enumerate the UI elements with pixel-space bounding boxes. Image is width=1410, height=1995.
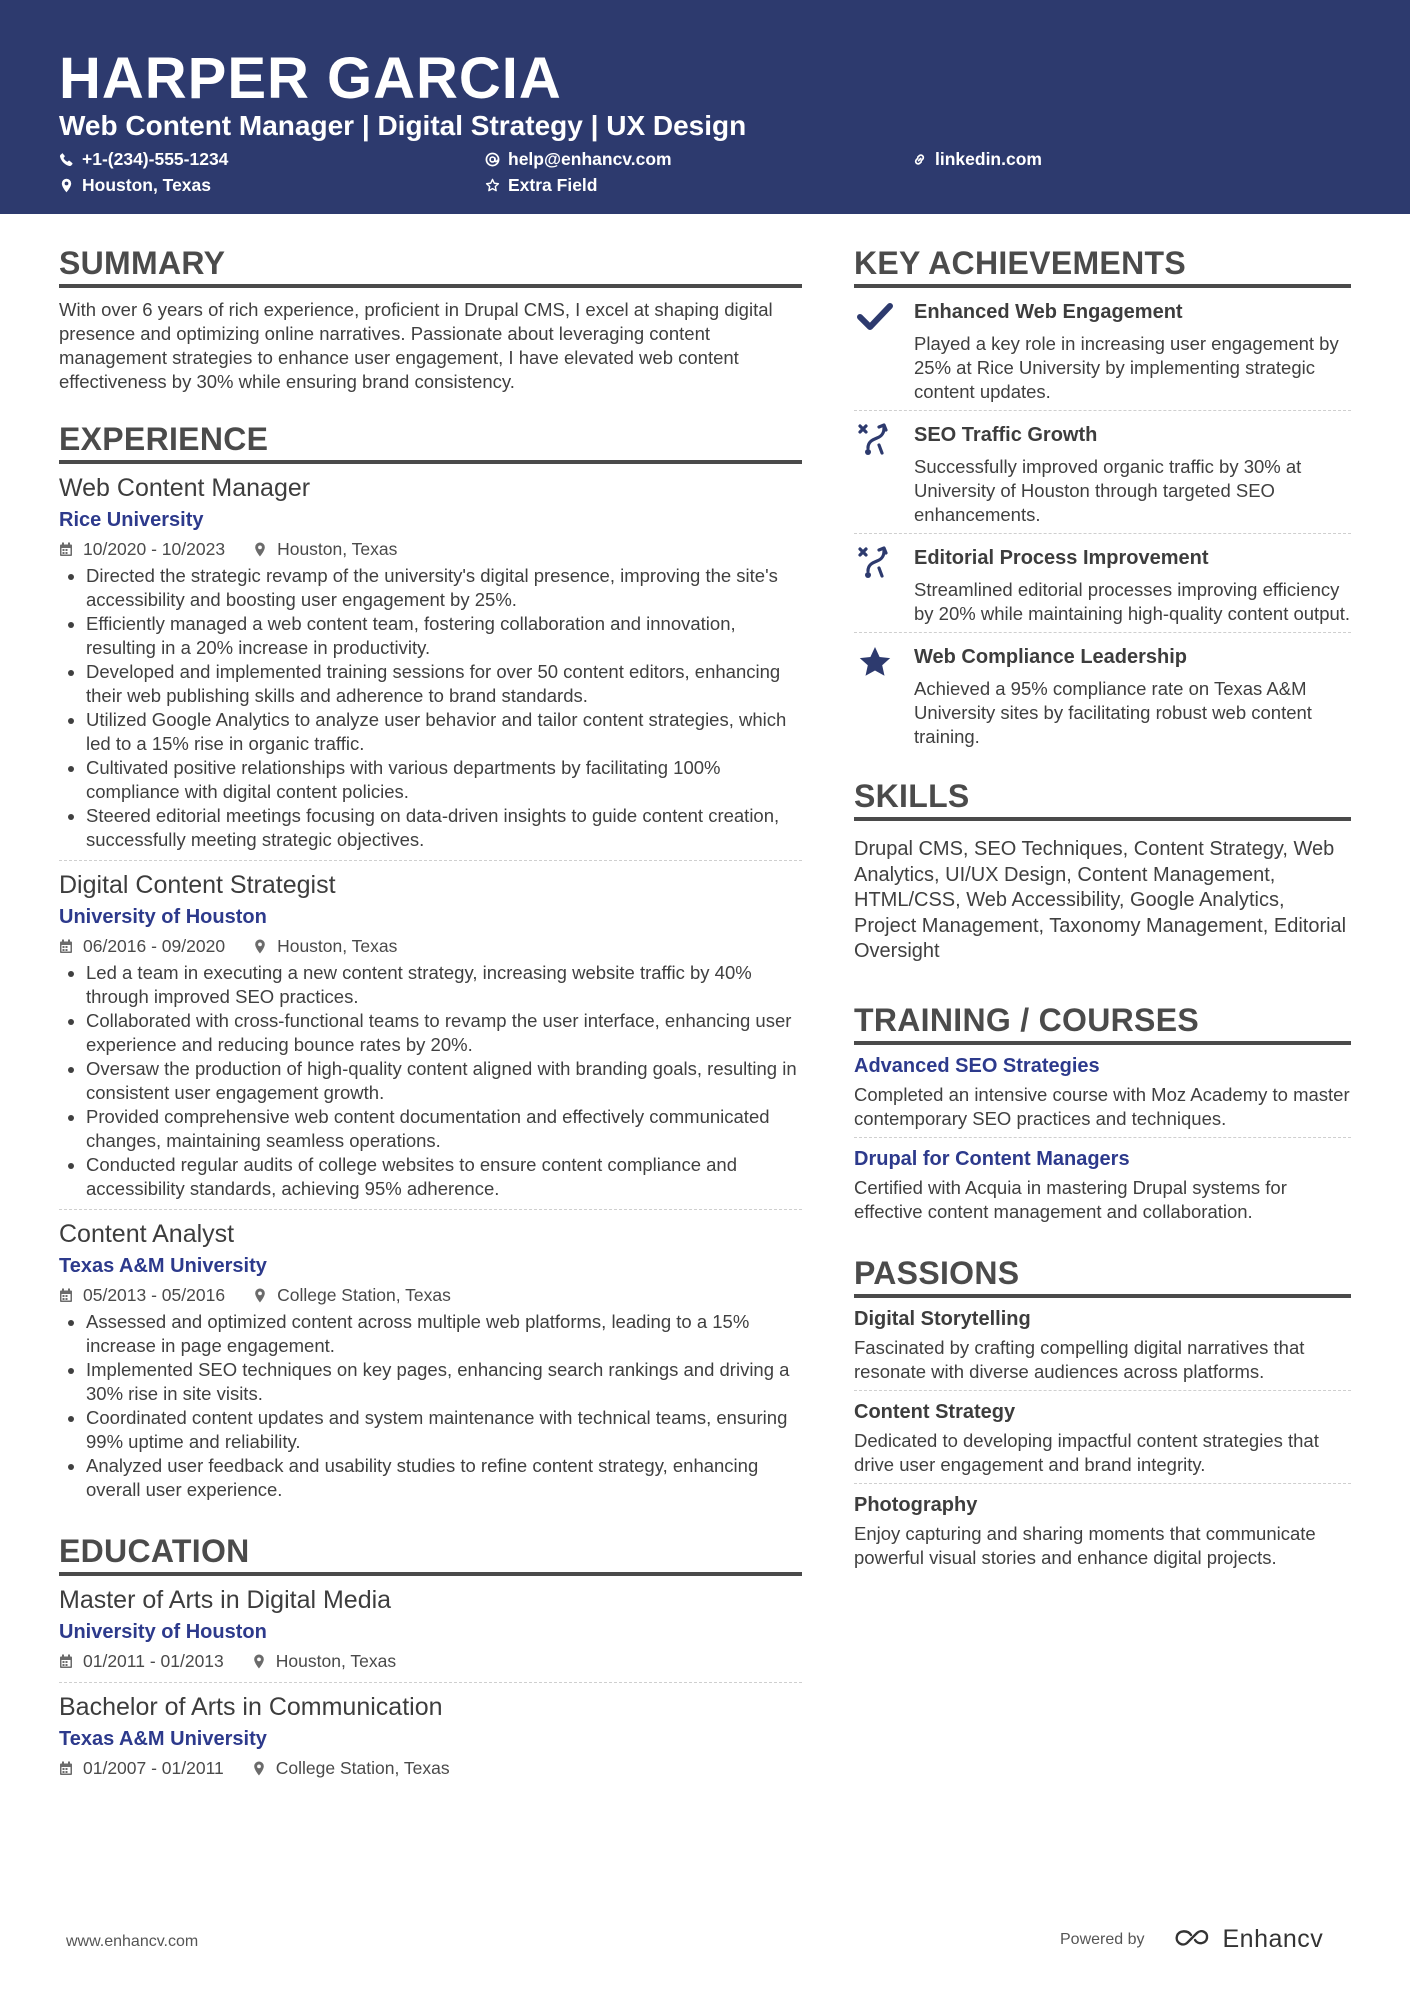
resume-header <box>0 0 1410 214</box>
degree-title: Master of Arts in Digital Media <box>59 1586 392 1614</box>
achievement-icon-wrap <box>854 298 914 404</box>
phone-icon <box>59 152 74 167</box>
achievement-icon-wrap <box>854 544 914 626</box>
achievement-icon-wrap <box>854 643 914 749</box>
contact-email[interactable] <box>485 148 672 170</box>
date-range: 06/2016 - 09/2020 <box>83 936 226 956</box>
experience-list <box>59 472 802 1510</box>
linkedin-text: linkedin.com <box>935 149 1042 169</box>
bullet-item: • Steered editorial meetings focusing on data-driven insights to guide content creation, successfully meeting strategic objectives. <box>86 804 802 852</box>
strategy-icon <box>857 423 893 457</box>
course-description: Completed an intensive course with Moz Academy to master contemporary SEO practices and techniques. <box>854 1083 1350 1129</box>
skills-heading: SKILLS <box>854 777 1351 821</box>
bullet-item: • Utilized Google Analytics to analyze user behavior and tailor content strategies, which led to a 15% rise in organic traffic. <box>86 708 802 756</box>
calendar-icon <box>59 1761 73 1776</box>
bullet-item: • Assessed and optimized content across multiple web platforms, leading to a 15% increase in page engagement. <box>86 1310 802 1358</box>
education-entry <box>59 1691 802 1789</box>
achievement-title: Editorial Process Improvement <box>914 547 1209 569</box>
course-entry <box>854 1045 1351 1138</box>
achievement-bullets <box>59 564 802 852</box>
education-heading: EDUCATION <box>59 1532 802 1576</box>
company-name[interactable]: Texas A&M University <box>59 1255 267 1277</box>
at-icon <box>485 152 500 167</box>
company-name[interactable]: University of Houston <box>59 906 267 928</box>
course-title[interactable]: Advanced SEO Strategies <box>854 1054 1100 1077</box>
link-icon <box>912 152 927 167</box>
degree-title: Bachelor of Arts in Communication <box>59 1693 443 1721</box>
achievement-item <box>854 534 1351 633</box>
footer-website[interactable]: www.enhancv.com <box>66 1933 199 1950</box>
passion-entry <box>854 1298 1351 1391</box>
date-location-row <box>59 1648 802 1674</box>
experience-heading: EXPERIENCE <box>59 420 802 464</box>
achievement-bullets <box>59 961 802 1201</box>
extra-text: Extra Field <box>508 175 598 195</box>
achievement-description: Played a key role in increasing user engagement by 25% at Rice University by implementing strategic content updates. <box>914 333 1339 402</box>
bullet-item: • Oversaw the production of high-quality content aligned with branding goals, resulting in consistent user engagement growth. <box>86 1057 802 1105</box>
location-pin-icon <box>252 1654 266 1669</box>
bullet-item: • Conducted regular audits of college websites to ensure content compliance and accessibility standards, achieving 95% adherence. <box>86 1153 802 1201</box>
star-icon <box>857 645 893 679</box>
candidate-title: Web Content Manager | Digital Strategy | UX Design <box>59 110 747 141</box>
achievements-heading: KEY ACHIEVEMENTS <box>854 244 1351 288</box>
passion-description: Dedicated to developing impactful content strategies that drive user engagement and brand integrity. <box>854 1429 1319 1475</box>
date-location-row <box>59 536 802 562</box>
passion-title: Digital Storytelling <box>854 1307 1031 1330</box>
job-location: Houston, Texas <box>277 936 398 956</box>
left-column <box>59 244 802 1795</box>
summary-heading: SUMMARY <box>59 244 802 288</box>
job-title: Digital Content Strategist <box>59 871 336 899</box>
achievement-title: Enhanced Web Engagement <box>914 301 1183 323</box>
achievement-body <box>914 298 1351 404</box>
enhancv-logo-icon <box>1171 1928 1217 1952</box>
training-heading: TRAINING / COURSES <box>854 1001 1351 1045</box>
brand-logo[interactable] <box>1171 1925 1324 1954</box>
date-range: 05/2013 - 05/2016 <box>83 1285 226 1305</box>
footer-branding <box>1060 1925 1323 1954</box>
achievement-item <box>854 288 1351 411</box>
achievement-body <box>914 421 1351 527</box>
achievement-body <box>914 643 1351 749</box>
location-pin-icon <box>252 1761 266 1776</box>
date-location-row <box>59 933 802 959</box>
bullet-item: • Led a team in executing a new content strategy, increasing website traffic by 40% through improved SEO practices. <box>86 961 802 1009</box>
brand-name: Enhancv <box>1222 1925 1324 1953</box>
bullet-item: • Collaborated with cross-functional teams to revamp the user interface, enhancing user experience and reducing bounce rates by 20%. <box>86 1009 802 1057</box>
calendar-icon <box>59 542 73 557</box>
education-list <box>59 1584 802 1789</box>
summary-text: With over 6 years of rich experience, proficient in Drupal CMS, I excel at shaping digital presence and optimizing online narratives. Passionate about leveraging content management strategies to enhance user engagement, I have elevated web content effectiveness by 30% while ensuring brand consistency. <box>59 299 773 392</box>
calendar-icon <box>59 1288 73 1303</box>
achievement-icon-wrap <box>854 421 914 527</box>
check-icon <box>857 300 893 334</box>
passion-entry <box>854 1484 1351 1576</box>
passion-entry <box>854 1391 1351 1484</box>
passion-description: Enjoy capturing and sharing moments that communicate powerful visual stories and enhance digital projects. <box>854 1522 1316 1568</box>
job-title: Content Analyst <box>59 1220 235 1248</box>
experience-entry <box>59 1218 802 1510</box>
location-text: Houston, Texas <box>82 175 212 195</box>
calendar-icon <box>59 939 73 954</box>
achievement-description: Streamlined editorial processes improving efficiency by 20% while maintaining high-quality content output. <box>914 579 1351 624</box>
contact-location <box>59 174 211 196</box>
course-title[interactable]: Drupal for Content Managers <box>854 1147 1130 1170</box>
education-entry <box>59 1584 802 1683</box>
bullet-item: • Implemented SEO techniques on key pages, enhancing search rankings and driving a 30% rise in site visits. <box>86 1358 802 1406</box>
passions-list <box>854 1298 1351 1576</box>
company-name[interactable]: Rice University <box>59 509 204 531</box>
date-location-row <box>59 1755 802 1781</box>
passion-description: Fascinated by crafting compelling digital narratives that resonate with diverse audiences across platforms. <box>854 1336 1305 1382</box>
bullet-item: • Analyzed user feedback and usability studies to refine content strategy, enhancing overall user experience. <box>86 1454 802 1502</box>
achievement-body <box>914 544 1351 626</box>
school-name[interactable]: Texas A&M University <box>59 1728 267 1750</box>
location-pin-icon <box>253 542 267 557</box>
school-name[interactable]: University of Houston <box>59 1621 267 1643</box>
passion-title: Content Strategy <box>854 1400 1016 1423</box>
skills-text: Drupal CMS, SEO Techniques, Content Strategy, Web Analytics, UI/UX Design, Content Management, HTML/CSS, Web Accessibility, Google Analytics, Project Management, Taxonomy Management, Editorial Oversight <box>854 838 1347 962</box>
date-range: 01/2007 - 01/2011 <box>83 1758 224 1778</box>
contact-phone[interactable] <box>59 148 228 170</box>
bullet-item: • Efficiently managed a web content team, fostering collaboration and innovation, resulting in a 20% increase in productivity. <box>86 612 802 660</box>
date-location-row <box>59 1282 802 1308</box>
location-pin-icon <box>59 178 74 193</box>
experience-entry <box>59 869 802 1210</box>
job-title: Web Content Manager <box>59 474 311 502</box>
achievement-bullets <box>59 1310 802 1502</box>
right-column <box>854 244 1351 1576</box>
location-pin-icon <box>253 939 267 954</box>
bullet-item: • Provided comprehensive web content documentation and effectively communicated changes, maintaining seamless operations. <box>86 1105 802 1153</box>
achievement-title: SEO Traffic Growth <box>914 424 1098 446</box>
achievement-title: Web Compliance Leadership <box>914 646 1188 668</box>
job-location: Houston, Texas <box>277 539 398 559</box>
contact-extra <box>485 174 597 196</box>
email-text: help@enhancv.com <box>508 149 672 169</box>
training-list <box>854 1045 1351 1230</box>
phone-text: +1-(234)-555-1234 <box>82 149 229 169</box>
course-description: Certified with Acquia in mastering Drupal systems for effective content management and collaboration. <box>854 1176 1287 1222</box>
contact-linkedin[interactable] <box>912 148 1042 170</box>
strategy-icon <box>857 546 893 580</box>
job-location: College Station, Texas <box>277 1285 451 1305</box>
bullet-item: • Cultivated positive relationships with various departments by facilitating 100% compliance with digital content policies. <box>86 756 802 804</box>
star-outline-icon <box>485 178 500 193</box>
date-range: 10/2020 - 10/2023 <box>83 539 226 559</box>
achievement-item <box>854 633 1351 755</box>
experience-entry <box>59 472 802 861</box>
job-location: Houston, Texas <box>275 1651 397 1671</box>
calendar-icon <box>59 1654 73 1669</box>
passions-heading: PASSIONS <box>854 1254 1351 1298</box>
job-location: College Station, Texas <box>275 1758 450 1778</box>
course-entry <box>854 1138 1351 1230</box>
bullet-item: • Developed and implemented training sessions for over 50 content editors, enhancing their web publishing skills and adherence to brand standards. <box>86 660 802 708</box>
location-pin-icon <box>253 1288 267 1303</box>
bullet-item: • Coordinated content updates and system maintenance with technical teams, ensuring 99% uptime and reliability. <box>86 1406 802 1454</box>
achievement-description: Successfully improved organic traffic by 30% at University of Houston through targeted SEO enhancements. <box>914 456 1302 525</box>
achievement-item <box>854 411 1351 534</box>
date-range: 01/2011 - 01/2013 <box>83 1651 224 1671</box>
achievement-description: Achieved a 95% compliance rate on Texas A&M University sites by facilitating robust web content training. <box>914 678 1312 747</box>
powered-by-label: Powered by <box>1060 1930 1145 1948</box>
achievements-list <box>854 288 1351 755</box>
passion-title: Photography <box>854 1493 978 1516</box>
candidate-name: HARPER GARCIA <box>59 46 562 111</box>
bullet-item: • Directed the strategic revamp of the university's digital presence, improving the site's accessibility and boosting user engagement by 25%. <box>86 564 802 612</box>
